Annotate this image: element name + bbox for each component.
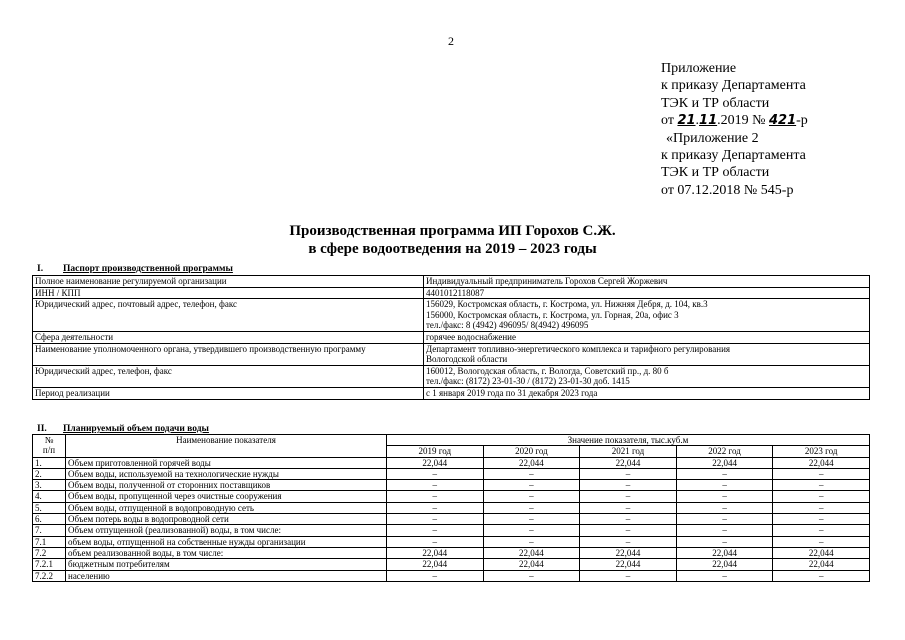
passport-value-line: 4401012118087 — [426, 287, 485, 298]
row-number: 7.2.2 — [33, 570, 66, 581]
header-num — [33, 435, 66, 458]
row-value: – — [580, 491, 677, 502]
row-name: Объем воды, используемой на технологические нужды — [66, 468, 387, 479]
appendix-line: к приказу Департамента — [661, 148, 806, 164]
row-value: – — [483, 480, 580, 491]
date-year: .2019 № — [717, 113, 766, 129]
section-title: Паспорт производственной программы — [63, 264, 233, 274]
title-line-2: в сфере водоотведения на 2019 – 2023 годы — [308, 241, 597, 257]
header-value: Значение показателя, тыс.куб.м — [387, 435, 870, 446]
year-header: 2020 год — [483, 446, 580, 457]
row-number: 7.2 — [33, 547, 66, 558]
passport-value-line: Индивидуальный предприниматель Горохов Сергей Жоржевич — [426, 276, 668, 286]
section-number: I. — [37, 264, 44, 274]
row-value: – — [483, 570, 580, 581]
table-row — [33, 502, 870, 513]
appendix-line: Приложение — [661, 61, 737, 76]
row-value: – — [580, 570, 677, 581]
date-day: 21 — [677, 113, 696, 129]
row-value: – — [676, 491, 773, 502]
appendix-line: ТЭК и ТР области — [661, 165, 770, 181]
row-value: – — [483, 525, 580, 536]
row-value: – — [676, 570, 773, 581]
passport-value — [424, 365, 870, 387]
header-num-line2: п/п — [42, 445, 56, 456]
row-value: – — [580, 502, 677, 513]
passport-value-line: горячее водоснабжение — [426, 331, 516, 342]
table-row — [33, 547, 870, 558]
table-row — [33, 491, 870, 502]
passport-value — [424, 387, 870, 399]
row-name: населению — [66, 570, 387, 581]
passport-label: Период реализации — [33, 387, 424, 399]
row-value: – — [773, 514, 870, 525]
row-value: 22,044 — [580, 559, 677, 570]
passport-row — [33, 287, 870, 299]
year-header: 2023 год — [773, 446, 870, 457]
passport-label: Юридический адрес, телефон, факс — [33, 365, 424, 387]
row-value: – — [483, 502, 580, 513]
row-name: Объем воды, отпущенной в водопроводную сеть — [66, 502, 387, 513]
row-value: – — [676, 536, 773, 547]
row-number: 3. — [33, 480, 66, 491]
row-number: 2. — [33, 468, 66, 479]
table-row — [33, 559, 870, 570]
row-value: – — [387, 536, 484, 547]
row-name: Объем воды, полученной от сторонних поставщиков — [66, 480, 387, 491]
row-number: 1. — [33, 457, 66, 468]
row-value: – — [676, 480, 773, 491]
row-number: 4. — [33, 491, 66, 502]
appendix-line: «Приложение 2 — [666, 130, 759, 146]
row-value: 22,044 — [387, 547, 484, 558]
row-value: – — [676, 468, 773, 479]
row-number: 7.1 — [33, 536, 66, 547]
row-value: – — [387, 570, 484, 581]
appendix-line: к приказу Департамента — [661, 78, 806, 94]
row-value: 22,044 — [387, 457, 484, 468]
passport-label: Сфера деятельности — [33, 331, 424, 343]
row-value: – — [580, 514, 677, 525]
row-value: – — [773, 468, 870, 479]
passport-value-line: Вологодской области — [426, 354, 508, 365]
passport-value — [424, 343, 870, 365]
title-line-1: Производственная программа ИП Горохов С.Ж. — [289, 223, 616, 239]
passport-value — [424, 299, 870, 332]
date-prefix: от — [661, 113, 674, 129]
passport-table — [32, 275, 870, 400]
row-value: – — [773, 570, 870, 581]
row-value: – — [387, 514, 484, 525]
row-name: Объем воды, пропущенной через очистные сооружения — [66, 491, 387, 502]
row-value: – — [676, 525, 773, 536]
row-value: 22,044 — [483, 559, 580, 570]
section-2-heading — [37, 424, 209, 434]
row-value: – — [773, 536, 870, 547]
passport-value-line: Департамент топливно-энергетического комплекса и тарифного регулирования — [426, 343, 731, 354]
row-value: – — [773, 491, 870, 502]
row-value: 22,044 — [676, 559, 773, 570]
appendix-block — [661, 60, 808, 199]
row-value: 22,044 — [387, 559, 484, 570]
year-header: 2019 год — [387, 446, 484, 457]
row-name: бюджетным потребителям — [66, 559, 387, 570]
header-name: Наименование показателя — [66, 435, 387, 458]
row-value: 22,044 — [676, 547, 773, 558]
year-header: 2021 год — [580, 446, 677, 457]
passport-row — [33, 343, 870, 365]
passport-label: Полное наименование регулируемой организации — [33, 276, 424, 288]
row-name: объем воды, отпущенной на собственные нужды организации — [66, 536, 387, 547]
row-value: – — [773, 502, 870, 513]
row-number: 7.2.1 — [33, 559, 66, 570]
table-row — [33, 570, 870, 581]
row-value: – — [387, 491, 484, 502]
volume-table — [32, 434, 870, 582]
document-title — [0, 222, 905, 258]
row-name: объем реализованной воды, в том числе: — [66, 547, 387, 558]
row-value: 22,044 — [580, 457, 677, 468]
row-value: – — [483, 536, 580, 547]
order-number: 421 — [768, 113, 797, 129]
passport-value-line: тел./факс: (8172) 23-01-30 / (8172) 23-01-30 доб. 1415 — [426, 376, 630, 387]
table-row — [33, 457, 870, 468]
passport-value-line: 156029, Костромская область, г. Кострома, ул. Нижняя Дебря, д. 104, кв.3 — [426, 299, 708, 310]
table-row — [33, 480, 870, 491]
table-row — [33, 468, 870, 479]
row-value: – — [773, 480, 870, 491]
row-value: 22,044 — [773, 547, 870, 558]
table-row — [33, 536, 870, 547]
passport-value-line: с 1 января 2019 года по 31 декабря 2023 года — [426, 387, 598, 398]
row-name: Объем приготовленной горячей воды — [66, 457, 387, 468]
passport-row — [33, 387, 870, 399]
order-suffix: -р — [796, 113, 808, 129]
section-number: II. — [37, 424, 47, 434]
row-value: – — [483, 491, 580, 502]
row-value: – — [580, 480, 677, 491]
table-row — [33, 525, 870, 536]
passport-row — [33, 299, 870, 332]
passport-label: Юридический адрес, почтовый адрес, телефон, факс — [33, 299, 424, 332]
row-number: 7. — [33, 525, 66, 536]
appendix-line: ТЭК и ТР области — [661, 95, 770, 111]
page-number: 2 — [448, 34, 454, 48]
passport-row — [33, 331, 870, 343]
passport-row — [33, 365, 870, 387]
passport-value-line: тел./факс: 8 (4942) 496095/ 8(4942) 496095 — [426, 320, 589, 331]
row-name: Объем потерь воды в водопроводной сети — [66, 514, 387, 525]
row-value: – — [387, 525, 484, 536]
passport-label: ИНН / КПП — [33, 287, 424, 299]
table-row — [33, 514, 870, 525]
header-num-line1: № — [44, 435, 54, 445]
passport-value-line: 156000, Костромская область, г. Кострома, ул. Горная, 20а, офис 3 — [426, 309, 679, 320]
row-name: Объем отпущенной (реализованной) воды, в том числе: — [66, 525, 387, 536]
appendix-date-line: от 21.11.2019 № 421-р — [661, 113, 808, 129]
row-value: – — [483, 468, 580, 479]
row-value: 22,044 — [676, 457, 773, 468]
section-title: Планируемый объем подачи воды — [63, 424, 209, 434]
row-value: – — [387, 468, 484, 479]
row-value: 22,044 — [483, 457, 580, 468]
row-value: – — [580, 468, 677, 479]
row-value: – — [483, 514, 580, 525]
passport-value — [424, 331, 870, 343]
row-value: – — [387, 502, 484, 513]
row-value: – — [580, 525, 677, 536]
row-value: – — [676, 502, 773, 513]
row-value: 22,044 — [580, 547, 677, 558]
section-1-heading — [37, 264, 233, 274]
appendix-line: от 07.12.2018 № 545-р — [661, 182, 794, 198]
date-month: 11 — [699, 113, 718, 129]
row-value: – — [676, 514, 773, 525]
passport-value-line: 160012, Вологодская область, г. Вологда, Советский пр., д. 80 б — [426, 365, 669, 376]
row-number: 6. — [33, 514, 66, 525]
row-value: 22,044 — [483, 547, 580, 558]
row-value: – — [580, 536, 677, 547]
passport-row — [33, 276, 870, 288]
row-number: 5. — [33, 502, 66, 513]
row-value: 22,044 — [773, 457, 870, 468]
row-value: – — [387, 480, 484, 491]
row-value: – — [773, 525, 870, 536]
passport-value — [424, 276, 870, 288]
year-header: 2022 год — [676, 446, 773, 457]
row-value: 22,044 — [773, 559, 870, 570]
passport-label: Наименование уполномоченного органа, утвердившего производственную программу — [33, 343, 424, 365]
passport-value — [424, 287, 870, 299]
